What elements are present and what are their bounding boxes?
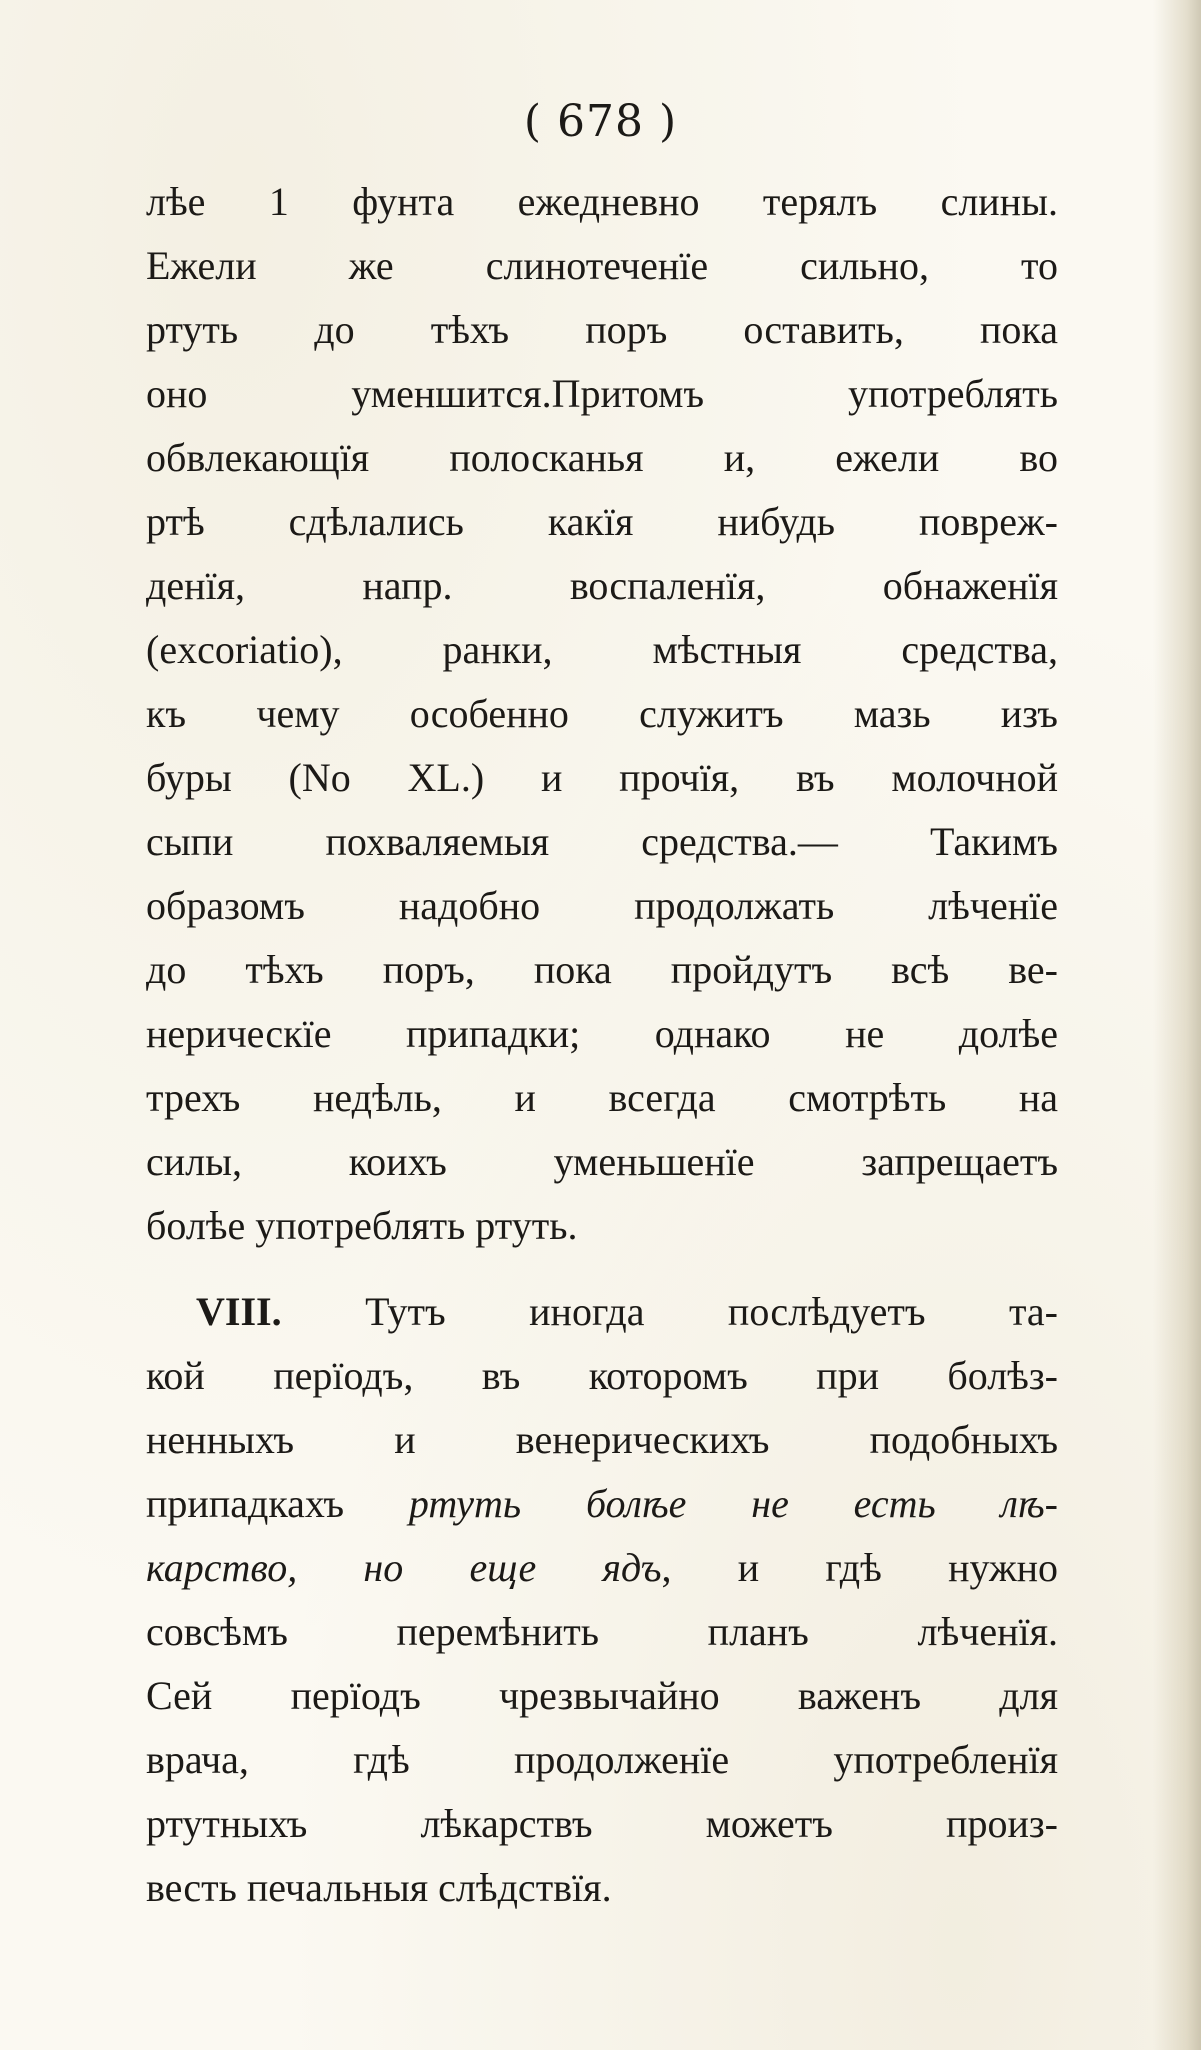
text-line: сыпи похваляемыя средства.— Такимъ bbox=[146, 819, 1058, 864]
paragraph-gap bbox=[146, 1258, 1058, 1280]
page-number: ( 678 ) bbox=[523, 96, 678, 147]
text-line: ртѣ сдѣлались какїя нибудь повреж- bbox=[146, 499, 1058, 544]
text-line: ртутныхъ лѣкарствъ можетъ произ- bbox=[146, 1801, 1058, 1846]
text-line: кой перїодъ, въ которомъ при болѣз- bbox=[146, 1353, 1058, 1398]
text-line: денїя, напр. воспаленїя, обнаженїя bbox=[146, 563, 1058, 608]
text-line: къ чему особенно служитъ мазь изъ bbox=[146, 691, 1058, 736]
text-line: совсѣмъ перемѣнить планъ лѣченїя. bbox=[146, 1609, 1058, 1654]
text-line bbox=[146, 1280, 1058, 1344]
line-text: припадкахъ bbox=[146, 1481, 409, 1526]
text-line: обвлекающїя полосканья и, ежели во bbox=[146, 435, 1058, 480]
text-line: весть печальныя слѣдствїя. bbox=[146, 1865, 612, 1910]
text-line: буры (No XL.) и прочїя, въ молочной bbox=[146, 755, 1058, 800]
text-line: лѣе 1 фунта ежедневно терялъ слины. bbox=[146, 179, 1058, 224]
text-line: врача, гдѣ продолженїе употребленїя bbox=[146, 1737, 1058, 1782]
section-numeral: VIII. bbox=[196, 1289, 282, 1334]
page-edge-shadow bbox=[1153, 0, 1201, 2050]
text-line: оно уменшится.Притомъ употреблять bbox=[146, 371, 1058, 416]
text-line: нерическїе припадки; однако не долѣе bbox=[146, 1011, 1058, 1056]
text-line: болѣе употреблять ртуть. bbox=[146, 1203, 578, 1248]
paragraph-1 bbox=[146, 170, 1058, 1258]
text-line: силы, коихъ уменьшенїе запрещаетъ bbox=[146, 1139, 1058, 1184]
italic-text: ртуть болѣе не есть лѣ- bbox=[408, 1481, 1058, 1526]
paragraph-2 bbox=[146, 1280, 1058, 1920]
body-text bbox=[146, 170, 1058, 1920]
text-line bbox=[146, 1472, 1058, 1536]
line-text: , и гдѣ нужно bbox=[661, 1545, 1059, 1590]
line-text: Тутъ иногда послѣдуетъ та- bbox=[365, 1289, 1059, 1334]
text-line: ртуть до тѣхъ поръ оставить, пока bbox=[146, 307, 1058, 352]
text-line: Сей перїодъ чрезвычайно важенъ для bbox=[146, 1673, 1058, 1718]
text-line bbox=[146, 1536, 1058, 1600]
text-line: (excoriatio), ранки, мѣстныя средства, bbox=[146, 627, 1058, 672]
text-line: трехъ недѣль, и всегда смотрѣть на bbox=[146, 1075, 1058, 1120]
text-line: до тѣхъ поръ, пока пройдутъ всѣ ве- bbox=[146, 947, 1058, 992]
text-line: ненныхъ и венерическихъ подобныхъ bbox=[146, 1417, 1058, 1462]
text-line: образомъ надобно продолжать лѣченїе bbox=[146, 883, 1058, 928]
italic-text: карство, но еще ядъ bbox=[146, 1545, 662, 1590]
text-line: Ежели же слинотеченїе сильно, то bbox=[146, 243, 1058, 288]
